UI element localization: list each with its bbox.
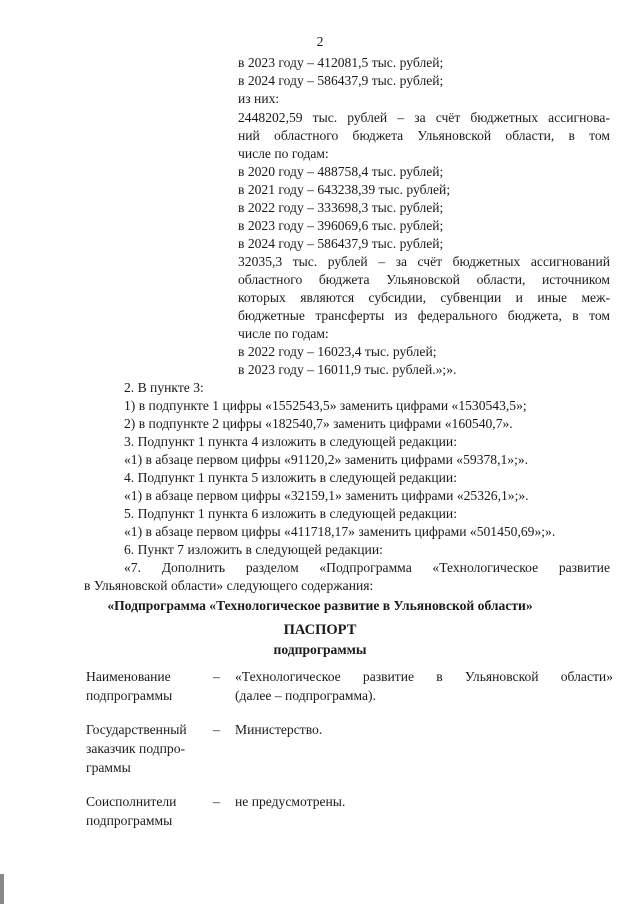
text-line: в 2024 году – 586437,9 тыс. рублей;	[238, 73, 444, 88]
text-line: 2448202,59 тыс. рублей – за счёт бюджетных ассигнова-	[238, 110, 610, 125]
passport-dash: –	[213, 669, 220, 684]
text-line: 32035,3 тыс. рублей – за счёт бюджетных ассигнований	[238, 254, 610, 269]
passport-row-label: Наименование подпрограммы	[86, 669, 173, 703]
passport-row-label: Государственный заказчик подпро- граммы	[86, 722, 187, 775]
paragraph-heading: 3. Подпункт 1 пункта 4 изложить в следующей редакции:	[124, 434, 457, 449]
passport-row-value: Министерство.	[235, 722, 323, 737]
text-line: числе по годам:	[238, 326, 329, 341]
text-line: в 2024 году – 586437,9 тыс. рублей;	[238, 236, 444, 251]
page-number: 2	[316, 34, 324, 49]
text-line: в 2022 году – 333698,3 тыс. рублей;	[238, 200, 444, 215]
text-line: бюджетные трансферты из федерального бюджета, в том	[238, 308, 610, 323]
passport-dash: –	[213, 794, 220, 809]
text-line: 1) в подпункте 1 цифры «1552543,5» заменить цифрами «1530543,5»;	[124, 398, 527, 413]
text-line: «1) в абзаце первом цифры «91120,2» заменить цифрами «59378,1»;».	[124, 452, 529, 467]
paragraph-heading: 5. Подпункт 1 пункта 6 изложить в следующей редакции:	[124, 506, 457, 521]
text-line: числе по годам:	[238, 146, 329, 161]
text-line: в 2023 году – 396069,6 тыс. рублей;	[238, 218, 444, 233]
passport-row-label: Соисполнители подпрограммы	[86, 794, 177, 828]
passport-row-value: не предусмотрены.	[235, 794, 346, 809]
text-line: областного бюджета Ульяновской области, источником	[238, 272, 610, 287]
passport-title: ПАСПОРТ	[283, 622, 357, 638]
paragraph-heading: 4. Подпункт 1 пункта 5 изложить в следующей редакции:	[124, 470, 457, 485]
text-line: «1) в абзаце первом цифры «32159,1» заменить цифрами «25326,1»;».	[124, 488, 529, 503]
text-line: из них:	[238, 91, 280, 106]
text-line: «7. Дополнить разделом «Подпрограмма «Технологическое развитие	[124, 560, 610, 575]
text-line: 2) в подпункте 2 цифры «182540,7» заменить цифрами «160540,7».	[124, 416, 513, 431]
paragraph-heading: 2. В пункте 3:	[124, 380, 204, 395]
text-line: в Ульяновской области» следующего содержания:	[84, 578, 374, 593]
scan-edge-mark	[0, 874, 4, 904]
passport-dash: –	[213, 722, 220, 737]
text-line: ний областного бюджета Ульяновской области, в том	[238, 128, 610, 143]
subprogram-title: «Подпрограмма «Технологическое развитие в Ульяновской области»	[107, 598, 533, 613]
text-line: которых являются субсидии, субвенции и иные меж-	[238, 290, 610, 305]
passport-subtitle: подпрограммы	[273, 642, 367, 657]
text-line: в 2023 году – 16011,9 тыс. рублей.»;».	[238, 362, 457, 377]
text-line: в 2021 году – 643238,39 тыс. рублей;	[238, 182, 451, 197]
text-line: в 2023 году – 412081,5 тыс. рублей;	[238, 55, 444, 70]
passport-row-value: «Технологическое развитие в Ульяновской области» (далее – подпрограмма).	[235, 669, 613, 703]
text-line: «1) в абзаце первом цифры «411718,17» заменить цифрами «501450,69»;».	[124, 524, 556, 539]
text-line: в 2020 году – 488758,4 тыс. рублей;	[238, 164, 444, 179]
text-line: в 2022 году – 16023,4 тыс. рублей;	[238, 344, 437, 359]
paragraph-heading: 6. Пункт 7 изложить в следующей редакции:	[124, 542, 383, 557]
